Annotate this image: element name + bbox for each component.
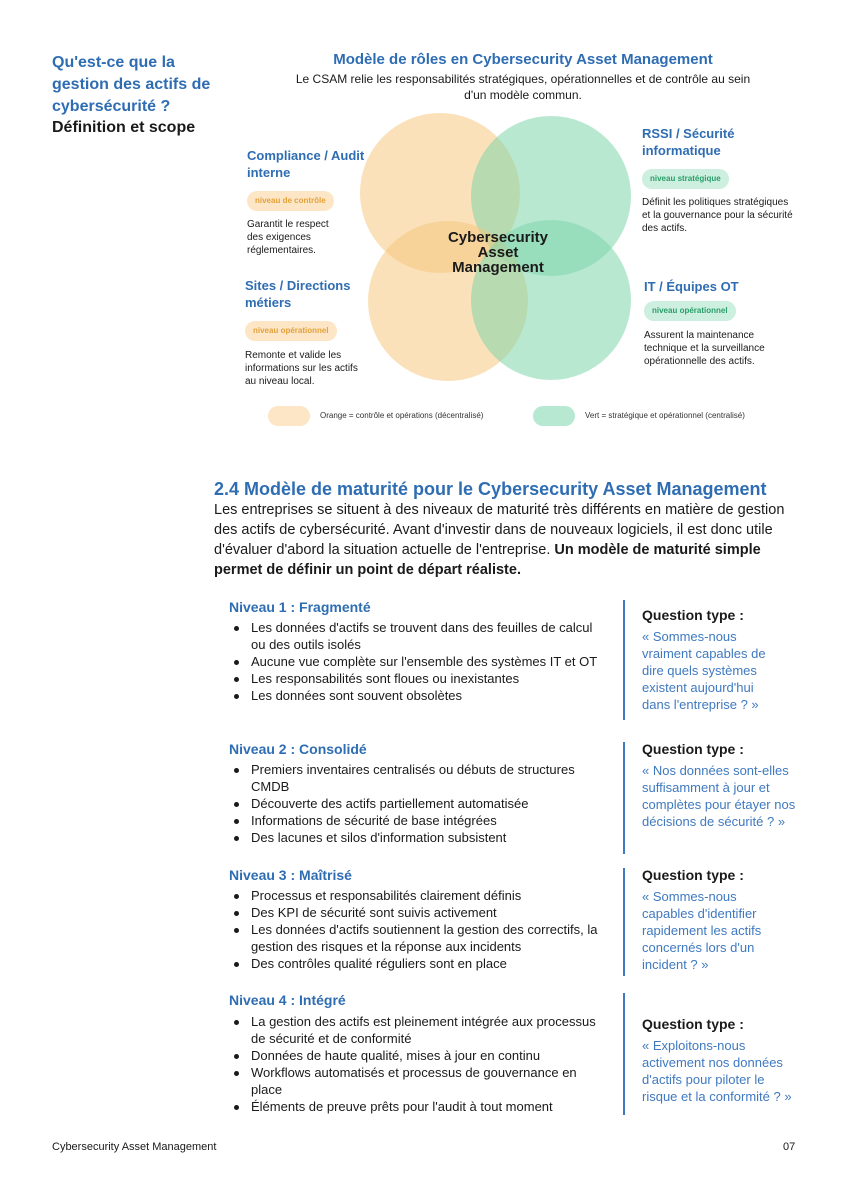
list-item: Des KPI de sécurité sont suivis activement	[229, 904, 599, 921]
role-sites-badge: niveau opérationnel	[245, 321, 337, 341]
question-1-text: « Sommes-nous vraiment capables de dire quels systèmes existent aujourd'hui dans l'entreprise ? »	[642, 629, 766, 712]
role-compliance-title: Compliance / Audit interne	[247, 148, 365, 180]
legend-green-label: Vert = stratégique et opérationnel (centralisé)	[585, 411, 745, 420]
legend-orange-label: Orange = contrôle et opérations (décentralisé)	[320, 411, 484, 420]
sidebar-heading: Qu'est-ce que la gestion des actifs de cybersécurité ?	[52, 54, 211, 115]
role-rssi-description: Définit les politiques stratégiques et la gouvernance pour la sécurité des actifs.	[642, 197, 793, 234]
question-4-bar	[623, 993, 625, 1115]
question-1-bar	[623, 600, 625, 720]
list-item: Des lacunes et silos d'information subsistent	[229, 829, 609, 846]
list-item: Processus et responsabilités clairement définis	[229, 887, 599, 904]
question-2-label: Question type :	[642, 741, 744, 757]
section-intro	[214, 500, 804, 580]
level-1-title: Niveau 1 : Fragmenté	[229, 599, 371, 615]
list-item: Les données d'actifs soutiennent la gestion des correctifs, la gestion des risques et la réponse aux incidents	[229, 921, 599, 955]
level-4-list	[229, 1013, 599, 1115]
question-3-bar	[623, 868, 625, 976]
level-1-list	[229, 619, 599, 704]
level-3	[229, 867, 599, 972]
list-item: Premiers inventaires centralisés ou débuts de structures CMDB	[229, 761, 609, 795]
sidebar-subheading: Définition et scope	[52, 119, 196, 136]
diagram-subtitle: Le CSAM relie les responsabilités stratégiques, opérationnelles et de contrôle au sein d'un modèle commun.	[295, 72, 751, 102]
question-3-label: Question type :	[642, 867, 744, 883]
role-rssi	[642, 125, 802, 235]
section-title: 2.4 Modèle de maturité pour le Cybersecurity Asset Management	[214, 479, 767, 499]
role-sites	[245, 277, 365, 388]
question-4-text: « Exploitons-nous activement nos données d'actifs pour piloter le risque et la conformité ? »	[642, 1038, 792, 1104]
section-intro-text: Les entreprises se situent à des niveaux de maturité très différents en matière de gestion des actifs de cybersécurité. Avant d'investir dans de nouveaux logiciels, il est donc utile d'évaluer d'abord la situation actuelle de l'entreprise.	[214, 502, 785, 558]
question-3-text: « Sommes-nous capables d'identifier rapidement les actifs concernés lors d'un incident ? »	[642, 889, 762, 972]
role-compliance-badge: niveau de contrôle	[247, 191, 334, 211]
question-1	[642, 607, 802, 713]
level-1	[229, 599, 599, 704]
role-it	[644, 278, 804, 368]
role-it-title: IT / Équipes OT	[644, 279, 739, 294]
venn-center-line-3: Management	[452, 259, 544, 276]
list-item: Informations de sécurité de base intégrées	[229, 812, 609, 829]
legend-orange-swatch	[268, 406, 310, 426]
list-item: Les responsabilités sont floues ou inexistantes	[229, 670, 599, 687]
question-1-label: Question type :	[642, 607, 744, 623]
role-rssi-title: RSSI / Sécurité informatique	[642, 126, 735, 158]
question-4	[642, 1016, 802, 1105]
venn-center-line-1: Cybersecurity	[447, 229, 549, 246]
list-item: Workflows automatisés et processus de gouvernance en place	[229, 1064, 599, 1098]
level-3-title: Niveau 3 : Maîtrisé	[229, 867, 352, 883]
list-item: Les données sont souvent obsolètes	[229, 687, 599, 704]
section-intro-bold: Un modèle de maturité simple permet de définir un point de départ réaliste.	[214, 542, 761, 578]
level-4	[229, 992, 599, 1115]
legend-green-swatch	[533, 406, 575, 426]
list-item: Découverte des actifs partiellement automatisée	[229, 795, 609, 812]
role-it-description: Assurent la maintenance technique et la surveillance opérationnelle des actifs.	[644, 330, 765, 367]
footer-title: Cybersecurity Asset Management	[52, 1141, 217, 1153]
role-sites-title: Sites / Directions métiers	[245, 278, 351, 310]
question-3	[642, 867, 802, 973]
level-2	[229, 741, 609, 846]
role-rssi-badge: niveau stratégique	[642, 169, 729, 189]
list-item: Aucune vue complète sur l'ensemble des systèmes IT et OT	[229, 653, 599, 670]
list-item: La gestion des actifs est pleinement intégrée aux processus de sécurité et de conformité	[229, 1013, 599, 1047]
list-item: Éléments de preuve prêts pour l'audit à tout moment	[229, 1098, 599, 1115]
venn-center-line-2: Asset	[477, 244, 519, 261]
role-it-badge: niveau opérationnel	[644, 301, 736, 321]
question-4-label: Question type :	[642, 1016, 744, 1032]
level-2-list	[229, 761, 609, 846]
page-number: 07	[783, 1141, 796, 1153]
diagram-title: Modèle de rôles en Cybersecurity Asset Management	[333, 51, 713, 68]
level-3-list	[229, 887, 599, 972]
level-4-title: Niveau 4 : Intégré	[229, 992, 346, 1008]
question-2	[642, 741, 802, 830]
list-item: Des contrôles qualité réguliers sont en place	[229, 955, 599, 972]
list-item: Données de haute qualité, mises à jour en continu	[229, 1047, 599, 1064]
level-2-title: Niveau 2 : Consolidé	[229, 741, 367, 757]
venn-diagram	[355, 110, 635, 390]
list-item: Les données d'actifs se trouvent dans des feuilles de calcul ou des outils isolés	[229, 619, 599, 653]
question-2-bar	[623, 742, 625, 854]
role-compliance-description: Garantit le respect des exigences réglementaires.	[247, 219, 329, 256]
question-2-text: « Nos données sont-elles suffisamment à jour et complètes pour étayer nos décisions de sécurité ? »	[642, 763, 796, 829]
role-sites-description: Remonte et valide les informations sur les actifs au niveau local.	[245, 350, 358, 387]
role-compliance	[247, 147, 367, 257]
